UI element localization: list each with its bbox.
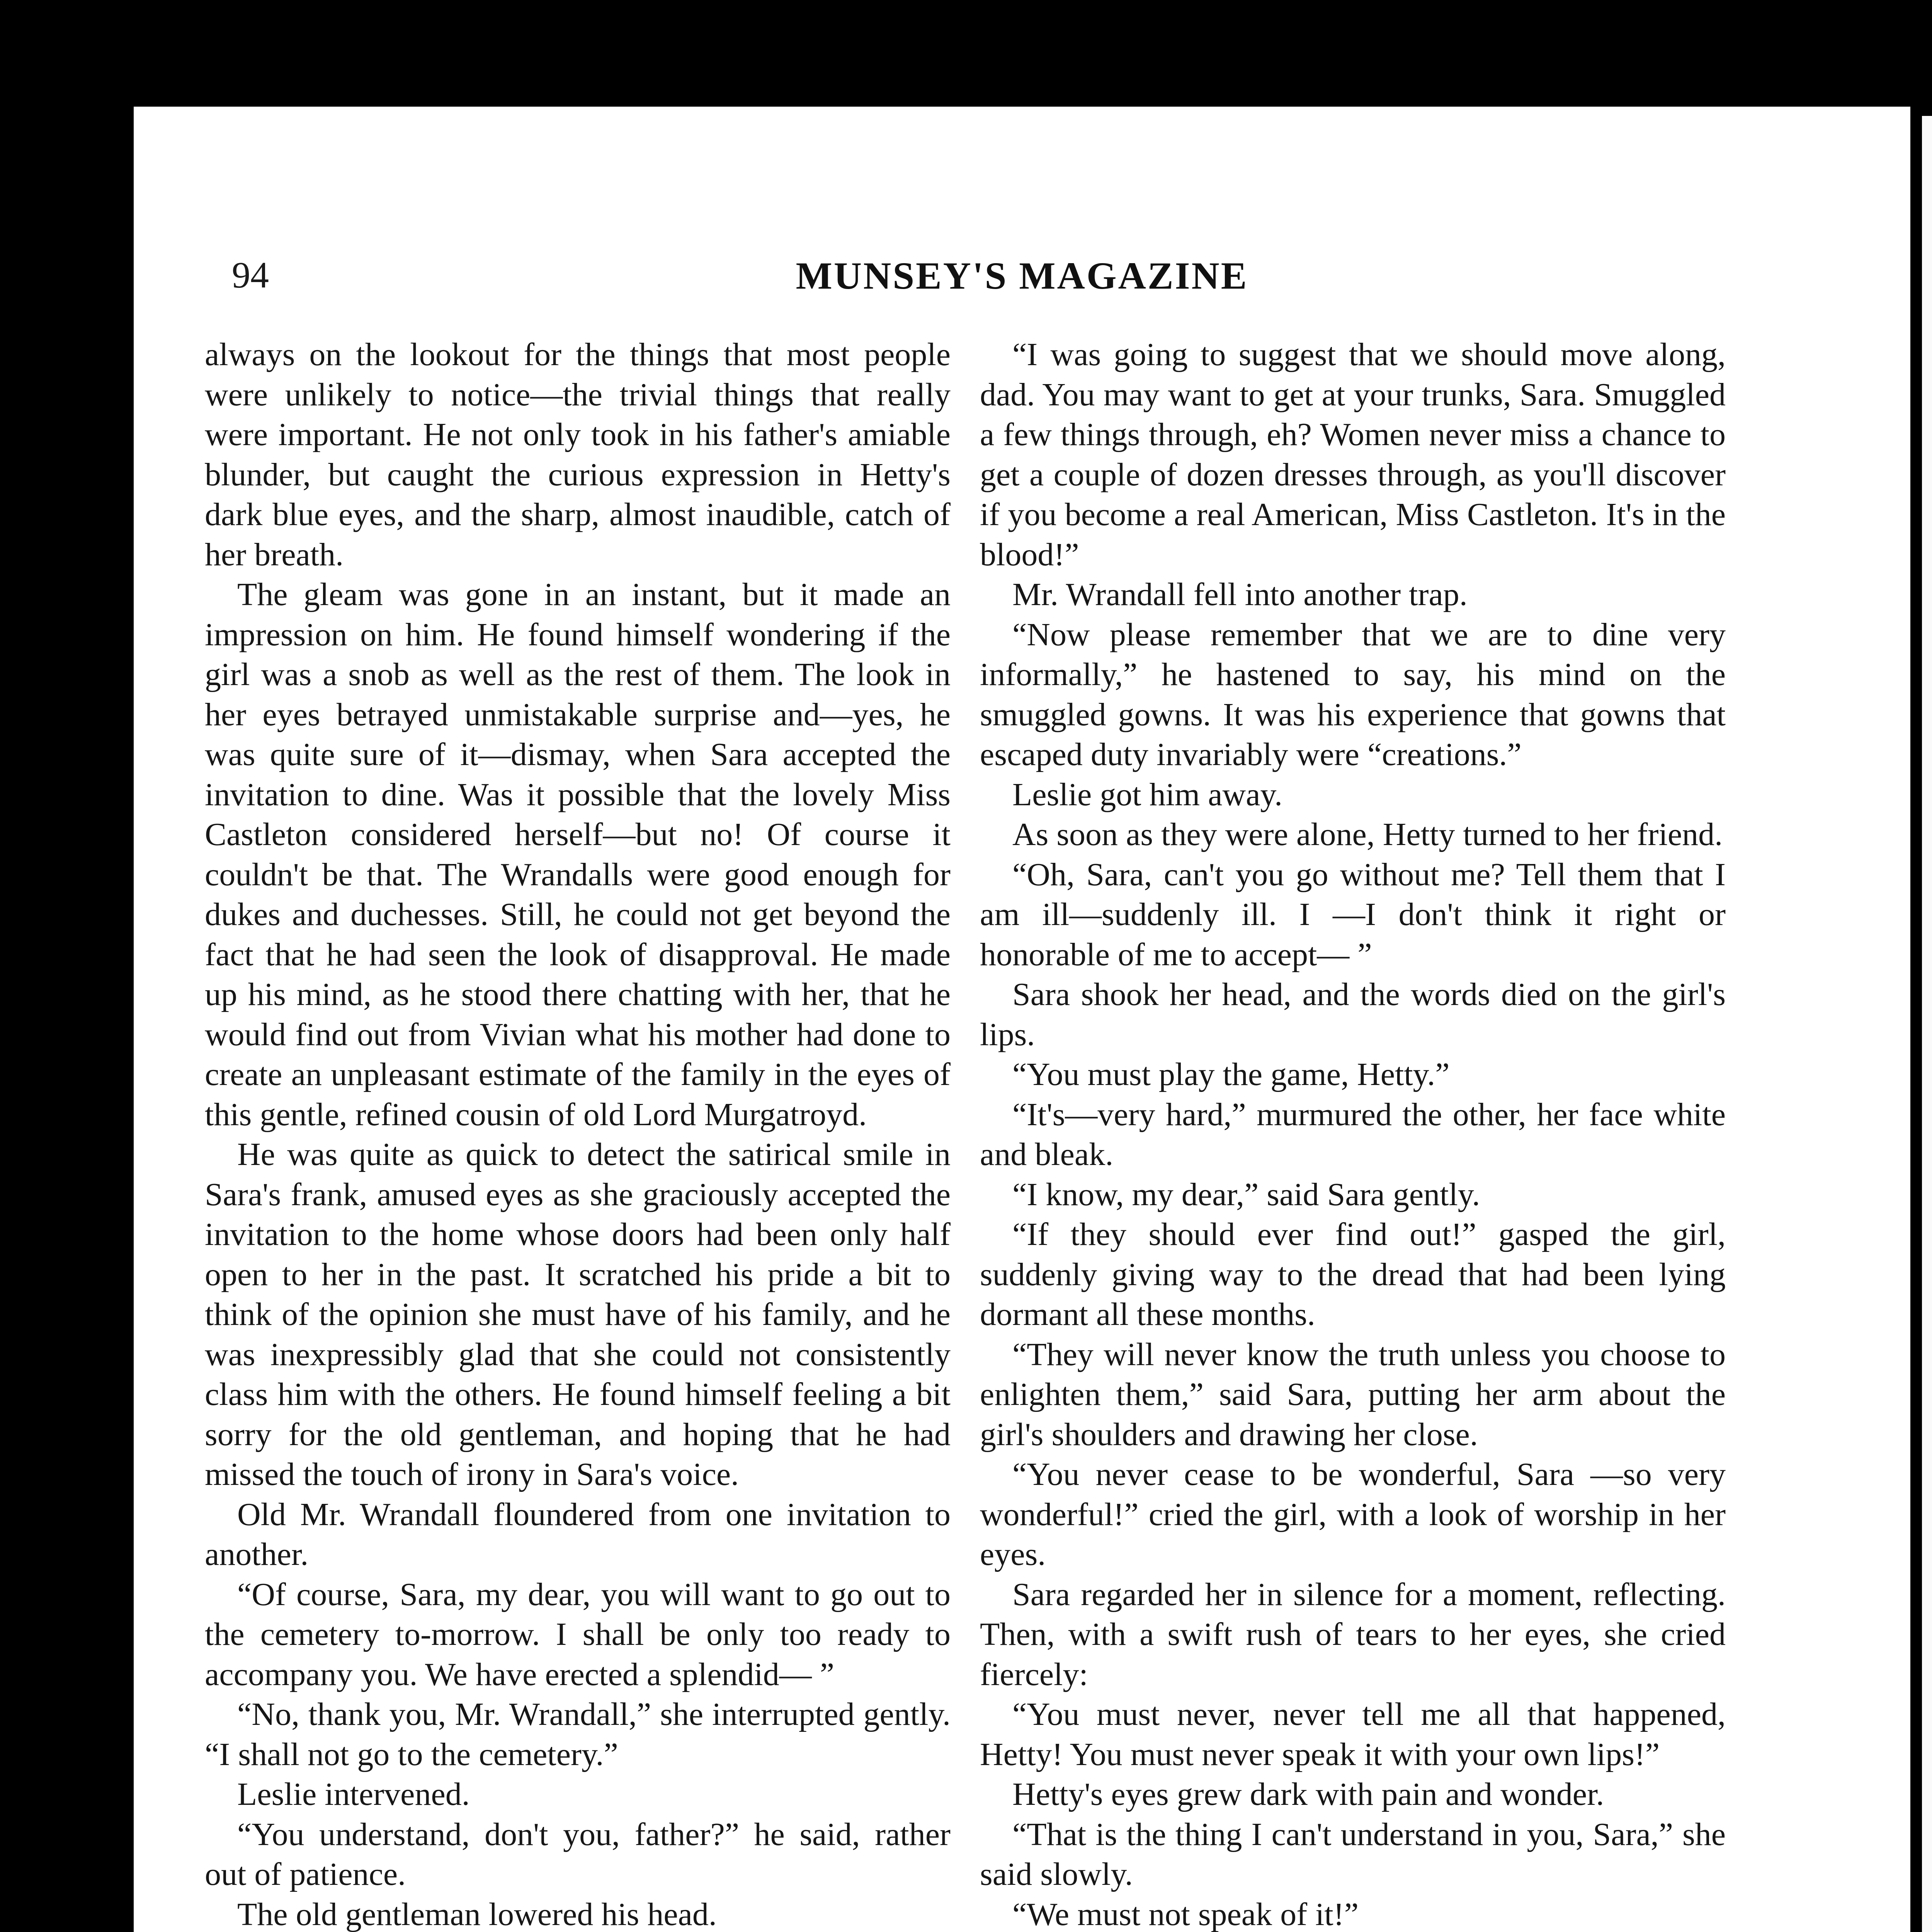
paragraph: The old gentleman lowered his head.: [237, 1896, 717, 1932]
paragraph: “I know, my dear,” said Sara gently.: [1012, 1176, 1480, 1213]
paragraph: “If they should ever find out!” gasped the girl, suddenly giving way to the dread that had been lying dormant all these months.: [980, 1216, 1726, 1332]
paragraph: “Oh, Sara, can't you go without me? Tell them that I am ill—suddenly ill. I —I don't think it right or honorable of me to accept— ”: [980, 856, 1726, 973]
paragraph: “Now please remember that we are to dine very informally,” he hastened to say, his mind on the smuggled gowns. It was his experience that gowns that escaped duty invariably were “creations.”: [980, 616, 1726, 772]
paragraph: always on the lookout for the things that most people were unlikely to notice—the trivial things that really were important. He not only took in his father's amiable blunder, but caught the curious expression in Hetty's dark blue eyes, and the sharp, almost inaudible, catch of her breath.: [205, 337, 951, 573]
paragraph: “You must never, never tell me all that happened, Hetty! You must never speak it with your own lips!”: [980, 1696, 1726, 1772]
paragraph: Old Mr. Wrandall floundered from one invitation to another.: [205, 1496, 951, 1572]
paragraph: “They will never know the truth unless you choose to enlighten them,” said Sara, putting her arm about the girl's shoulders and drawing her close.: [980, 1336, 1726, 1452]
paragraph: Mr. Wrandall fell into another trap.: [1012, 577, 1468, 612]
paragraph: Sara shook her head, and the words died on the girl's lips.: [980, 976, 1726, 1053]
left-column: [205, 335, 951, 1932]
right-column: [980, 335, 1726, 1932]
next-page-edge: [1922, 116, 1932, 1932]
paragraph: “That is the thing I can't understand in you, Sara,” she said slowly.: [980, 1816, 1726, 1892]
magazine-page: [134, 107, 1910, 1932]
paragraph: Leslie intervened.: [237, 1776, 470, 1812]
paragraph: As soon as they were alone, Hetty turned to her friend.: [1012, 816, 1723, 852]
paragraph: “You must play the game, Hetty.”: [1012, 1056, 1450, 1092]
running-head: MUNSEY'S MAGAZINE: [796, 254, 1248, 297]
paragraph: Leslie got him away.: [1012, 776, 1283, 813]
paragraph: “It's—very hard,” murmured the other, her face white and bleak.: [980, 1096, 1726, 1172]
page-number: 94: [232, 254, 269, 296]
paragraph: “Of course, Sara, my dear, you will want to go out to the cemetery to-morrow. I shall be only too ready to accompany you. We have erected a splendid— ”: [205, 1576, 951, 1692]
paragraph: “You never cease to be wonderful, Sara —so very wonderful!” cried the girl, with a look of worship in her eyes.: [980, 1456, 1726, 1572]
paragraph: “We must not speak of it!”: [1012, 1896, 1359, 1932]
paragraph: Sara regarded her in silence for a moment, reflecting. Then, with a swift rush of tears to her eyes, she cried fiercely:: [980, 1576, 1726, 1692]
paragraph: “No, thank you, Mr. Wrandall,” she interrupted gently. “I shall not go to the cemetery.”: [205, 1696, 951, 1772]
paragraph: “You understand, don't you, father?” he said, rather out of patience.: [205, 1816, 951, 1892]
paragraph: Hetty's eyes grew dark with pain and wonder.: [1012, 1776, 1604, 1812]
paragraph: “I was going to suggest that we should move along, dad. You may want to get at your trunks, Sara. Smuggled a few things through, eh? Women never miss a chance to get a couple of dozen dresses through, as you'll discover if you become a real American, Miss Castleton. It's in the blood!”: [980, 337, 1726, 573]
paragraph: He was quite as quick to detect the satirical smile in Sara's frank, amused eyes as she graciously accepted the invitation to the home whose doors had been only half open to her in the past. It scratched his pride a bit to think of the opinion she must have of his family, and he was inexpressibly glad that she could not consistently class him with the others. He found himself feeling a bit sorry for the old gentleman, and hoping that he had missed the touch of irony in Sara's voice.: [205, 1136, 951, 1492]
paragraph: The gleam was gone in an instant, but it made an impression on him. He found himself wondering if the girl was a snob as well as the rest of them. The look in her eyes betrayed unmistakable surprise and—yes, he was quite sure of it—dismay, when Sara accepted the invitation to dine. Was it possible that the lovely Miss Castleton considered herself—but no! Of course it couldn't be that. The Wrandalls were good enough for dukes and duchesses. Still, he could not get beyond the fact that he had seen the look of disapproval. He made up his mind, as he stood there chatting with her, that he would find out from Vivian what his mother had done to create an unpleasant estimate of the family in the eyes of this gentle, refined cousin of old Lord Murgatroyd.: [205, 577, 951, 1133]
